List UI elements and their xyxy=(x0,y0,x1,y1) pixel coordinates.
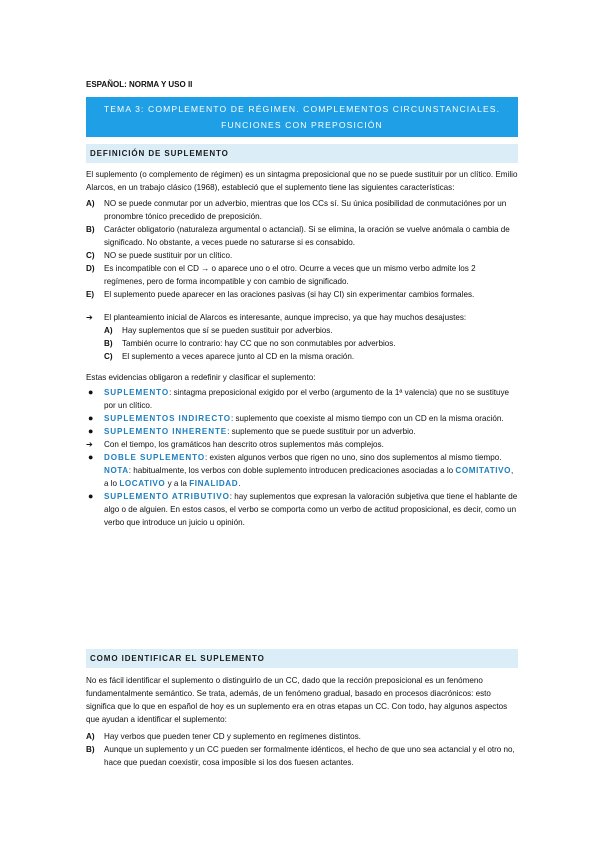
topic-banner xyxy=(86,97,518,137)
bullet-icon: ● xyxy=(88,452,94,462)
intro-paragraph: El suplemento (o complemento de régimen) es un sintagma preposicional que no se puede sustituir por un clítico. Emilio Alarcos, en un trabajo clásico (1968), estableció que el suplemento tiene las siguientes características: xyxy=(86,170,518,192)
bullet-icon: ● xyxy=(88,387,94,397)
list-item: ● DOBLE SUPLEMENTO: existen algunos verbos que rigen no uno, sino dos suplementos al mismo tiempo. NOTA: habitualmente, los verbos con doble suplemento introducen predicaciones asociadas a lo COMITATIVO, a lo LOCATIVO y a la FINALIDAD. xyxy=(86,451,518,490)
list-item: A) NO se puede conmutar por un adverbio, mientras que los CCs sí. Su única posibilidad de conmutaciónes por un pronombre tónico precedido de preposición. xyxy=(86,199,507,221)
section-heading-identificar: COMO IDENTIFICAR EL SUPLEMENTO xyxy=(86,649,518,668)
list-item: ● SUPLEMENTO: sintagma preposicional exigido por el verbo (argumento de la 1ª valencia) que no se sustituye por un clítico. xyxy=(88,387,510,410)
note: NOTA: habitualmente, los verbos con doble suplemento introducen predicaciones asociadas a lo COMITATIVO, a lo LOCATIVO y a la FINALIDAD. xyxy=(104,466,514,488)
right-arrow-icon: ➔ xyxy=(86,313,93,322)
section-definicion-body xyxy=(86,168,518,529)
list-item: A) Hay suplementos que sí se pueden sustituir por adverbios. xyxy=(104,326,333,335)
banner-line-2: FUNCIONES CON PREPOSICIÓN xyxy=(221,120,383,130)
list-item: D) Es incompatible con el CD → o aparece uno o el otro. Ocurre a veces que un mismo verbo admite los 2 regímenes, pero de forma incompatible y con cambio de significado. xyxy=(86,264,476,286)
list-item: E) El suplemento puede aparecer en las oraciones pasivas (si hay CI) sin experimentar cambios formales. xyxy=(86,290,475,299)
bullet-icon: ● xyxy=(88,413,94,423)
arrow-point-text: El planteamiento inicial de Alarcos es interesante, aunque impreciso, ya que hay muchos desajustes: xyxy=(104,313,467,322)
identify-list xyxy=(86,730,518,769)
list-item: A) Hay verbos que pueden tener CD y suplemento en regímenes distintos. xyxy=(86,732,361,741)
right-arrow-icon: ➔ xyxy=(86,440,93,449)
list-marker: A) xyxy=(86,199,95,208)
list-marker: E) xyxy=(86,290,95,299)
list-marker: B) xyxy=(86,745,95,754)
list-item: ● SUPLEMENTOS INDIRECTO: suplemento que coexiste al mismo tiempo con un CD en la misma oración. xyxy=(88,413,504,423)
list-item: B) También ocurre lo contrario: hay CC que no son conmutables por adverbios. xyxy=(104,339,396,348)
list-marker: D) xyxy=(86,264,95,273)
list-marker: C) xyxy=(86,251,95,260)
list-item: ➔ Con el tiempo, los gramáticos han descrito otros suplementos más complejos. xyxy=(86,440,384,449)
list-marker: A) xyxy=(86,732,95,741)
identify-intro-paragraph: No es fácil identificar el suplemento o distinguirlo de un CC, dado que la rección preposicional es un fenómeno fundamentalmente semántico. Se trata, además, de un fenómeno gradual, basado en procesos diacrónicos: esto significa que lo que en español de hoy es un suplemento era en otras etapas un CC. Con todo, hay algunos aspectos que ayudan a identificar el suplemento: xyxy=(86,676,508,724)
list-item: ● SUPLEMENTO INHERENTE: suplemento que se puede sustituir por un adverbio. xyxy=(88,426,416,436)
list-marker: B) xyxy=(104,339,113,348)
characteristics-list xyxy=(86,197,518,301)
bullet-icon: ● xyxy=(88,426,94,436)
list-item: B) Aunque un suplemento y un CC pueden ser formalmente idénticos, el hecho de que uno sea actancial y el otro no, hace que puedan coexistir, cosa imposible si los dos fuesen actantes. xyxy=(86,745,515,767)
list-marker: B) xyxy=(86,225,95,234)
section-identificar-body xyxy=(86,674,518,769)
list-marker: C) xyxy=(104,352,113,361)
banner-line-1: TEMA 3: COMPLEMENTO DE RÉGIMEN. COMPLEMENTOS CIRCUNSTANCIALES. xyxy=(103,104,501,114)
list-item: C) NO se puede sustituir por un clítico. xyxy=(86,251,233,260)
list-item: B) Carácter obligatorio (naturaleza argumental o actancial). Si se elimina, la oración se vuelve anómala o cambia de significado. No obstante, a veces puede no saturarse si es consabido. xyxy=(86,225,510,247)
list-item: ● SUPLEMENTO ATRIBUTIVO: hay suplementos que expresan la valoración subjetiva que tiene el hablante de algo o de alguien. En estos casos, el verbo se comporta como un verbo de actitud proposicional, es decir, como un verbo que introduce un juicio u opinión. xyxy=(88,491,518,527)
bullet-icon: ● xyxy=(88,491,94,501)
list-marker: A) xyxy=(104,326,113,335)
course-title: ESPAÑOL: NORMA Y USO II xyxy=(86,80,193,89)
evidence-intro: Estas evidencias obligaron a redefinir y clasificar el suplemento: xyxy=(86,373,316,382)
suplemento-types-list xyxy=(86,386,518,529)
arrow-point xyxy=(86,311,518,363)
list-item: C) El suplemento a veces aparece junto al CD en la misma oración. xyxy=(104,352,355,361)
section-heading-definicion: DEFINICIÓN DE SUPLEMENTO xyxy=(86,144,518,163)
